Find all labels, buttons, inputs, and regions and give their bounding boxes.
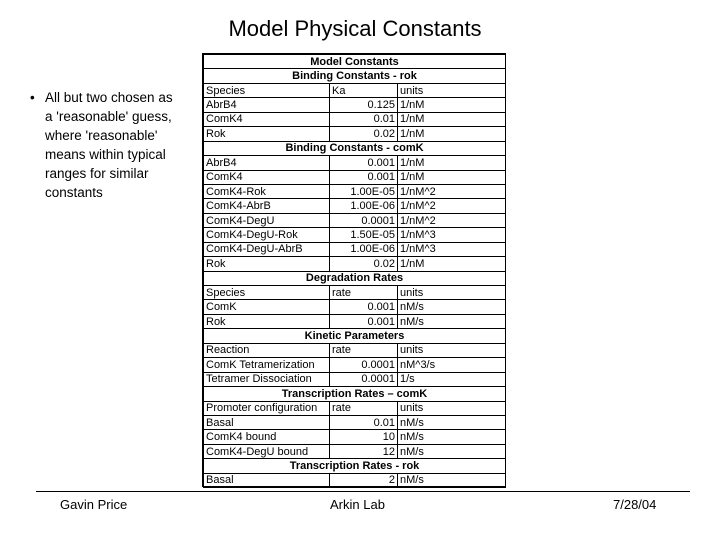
cell-value: 1.00E-06: [330, 199, 398, 213]
section-title: Transcription Rates – comK: [204, 387, 506, 401]
cell-value: 0.02: [330, 127, 398, 141]
cell-units: 1/nM^3: [398, 242, 506, 256]
column-header-row: [204, 83, 506, 97]
table-row: [204, 199, 506, 213]
cell-name: ComK4-AbrB: [204, 199, 330, 213]
cell-value: 2: [330, 473, 398, 487]
column-header: rate: [330, 286, 398, 300]
column-header: Promoter configuration: [204, 401, 330, 415]
table-row: [204, 300, 506, 314]
cell-units: 1/s: [398, 372, 506, 386]
column-header: Ka: [330, 83, 398, 97]
section-title: Kinetic Parameters: [204, 329, 506, 343]
table-row: [204, 257, 506, 271]
column-header: units: [398, 343, 506, 357]
footer-divider: [36, 491, 690, 492]
table-row: [204, 127, 506, 141]
cell-value: 0.0001: [330, 213, 398, 227]
cell-value: 12: [330, 444, 398, 458]
section-header-row: [204, 459, 506, 473]
cell-name: ComK4-DegU-AbrB: [204, 242, 330, 256]
cell-value: 0.02: [330, 257, 398, 271]
cell-units: nM/s: [398, 444, 506, 458]
column-header-row: [204, 286, 506, 300]
cell-units: nM/s: [398, 300, 506, 314]
section-header-row: [204, 55, 506, 69]
section-header-row: [204, 387, 506, 401]
cell-name: Basal: [204, 473, 330, 487]
cell-value: 0.001: [330, 156, 398, 170]
table-row: [204, 372, 506, 386]
column-header: Species: [204, 286, 330, 300]
cell-name: ComK4-DegU bound: [204, 444, 330, 458]
column-header: units: [398, 83, 506, 97]
slide-title: Model Physical Constants: [228, 16, 482, 41]
cell-name: ComK4 bound: [204, 430, 330, 444]
cell-value: 1.00E-05: [330, 184, 398, 198]
column-header: Species: [204, 83, 330, 97]
table-row: [204, 242, 506, 256]
cell-value: 0.001: [330, 314, 398, 328]
cell-name: ComK4-DegU-Rok: [204, 228, 330, 242]
section-header-row: [204, 69, 506, 83]
table-row: [204, 156, 506, 170]
cell-value: 0.001: [330, 300, 398, 314]
table-row: [204, 473, 506, 487]
cell-name: AbrB4: [204, 156, 330, 170]
cell-units: nM/s: [398, 314, 506, 328]
cell-value: 0.01: [330, 415, 398, 429]
cell-value: 0.001: [330, 170, 398, 184]
table-row: [204, 112, 506, 126]
section-title: Model Constants: [204, 55, 506, 69]
cell-value: 10: [330, 430, 398, 444]
cell-name: Basal: [204, 415, 330, 429]
footer-author: Gavin Price: [60, 497, 128, 512]
table-row: [204, 98, 506, 112]
table-row: [204, 415, 506, 429]
cell-units: 1/nM: [398, 127, 506, 141]
table-row: [204, 228, 506, 242]
column-header: rate: [330, 401, 398, 415]
cell-name: ComK4-DegU: [204, 213, 330, 227]
cell-units: 1/nM^2: [398, 199, 506, 213]
cell-value: 0.01: [330, 112, 398, 126]
cell-name: ComK4: [204, 112, 330, 126]
section-title: Binding Constants - comK: [204, 141, 506, 155]
cell-name: Rok: [204, 314, 330, 328]
cell-name: Rok: [204, 127, 330, 141]
table-row: [204, 358, 506, 372]
cell-value: 0.125: [330, 98, 398, 112]
cell-name: ComK4: [204, 170, 330, 184]
cell-name: ComK Tetramerization: [204, 358, 330, 372]
table-row: [204, 170, 506, 184]
table-row: [204, 444, 506, 458]
footer-lab: Arkin Lab: [330, 497, 385, 512]
cell-units: 1/nM: [398, 112, 506, 126]
cell-units: nM^3/s: [398, 358, 506, 372]
cell-units: 1/nM^3: [398, 228, 506, 242]
column-header: Reaction: [204, 343, 330, 357]
cell-units: nM/s: [398, 473, 506, 487]
section-title: Degradation Rates: [204, 271, 506, 285]
column-header-row: [204, 343, 506, 357]
cell-units: 1/nM: [398, 257, 506, 271]
constants-grid: [203, 54, 506, 488]
cell-value: 0.0001: [330, 372, 398, 386]
column-header: units: [398, 401, 506, 415]
cell-value: 1.50E-05: [330, 228, 398, 242]
cell-units: nM/s: [398, 430, 506, 444]
model-constants-table: [202, 53, 506, 487]
section-header-row: [204, 329, 506, 343]
cell-units: 1/nM: [398, 98, 506, 112]
table-row: [204, 314, 506, 328]
footer-date: 7/28/04: [613, 497, 657, 512]
section-header-row: [204, 271, 506, 285]
cell-name: AbrB4: [204, 98, 330, 112]
cell-name: Rok: [204, 257, 330, 271]
cell-units: nM/s: [398, 415, 506, 429]
table-row: [204, 213, 506, 227]
column-header-row: [204, 401, 506, 415]
column-header: units: [398, 286, 506, 300]
section-title: Binding Constants - rok: [204, 69, 506, 83]
table-row: [204, 184, 506, 198]
table-row: [204, 430, 506, 444]
cell-name: Tetramer Dissociation: [204, 372, 330, 386]
section-header-row: [204, 141, 506, 155]
cell-name: ComK: [204, 300, 330, 314]
cell-value: 1.00E-06: [330, 242, 398, 256]
column-header: rate: [330, 343, 398, 357]
bullet-item: • All but two chosen as a 'reasonable' guess, where 'reasonable' means within typical ranges for similar constants: [30, 88, 180, 202]
cell-units: 1/nM: [398, 156, 506, 170]
cell-value: 0.0001: [330, 358, 398, 372]
bullet-list: [30, 88, 180, 202]
cell-units: 1/nM^2: [398, 184, 506, 198]
cell-units: 1/nM^2: [398, 213, 506, 227]
cell-name: ComK4-Rok: [204, 184, 330, 198]
cell-units: 1/nM: [398, 170, 506, 184]
section-title: Transcription Rates - rok: [204, 459, 506, 473]
